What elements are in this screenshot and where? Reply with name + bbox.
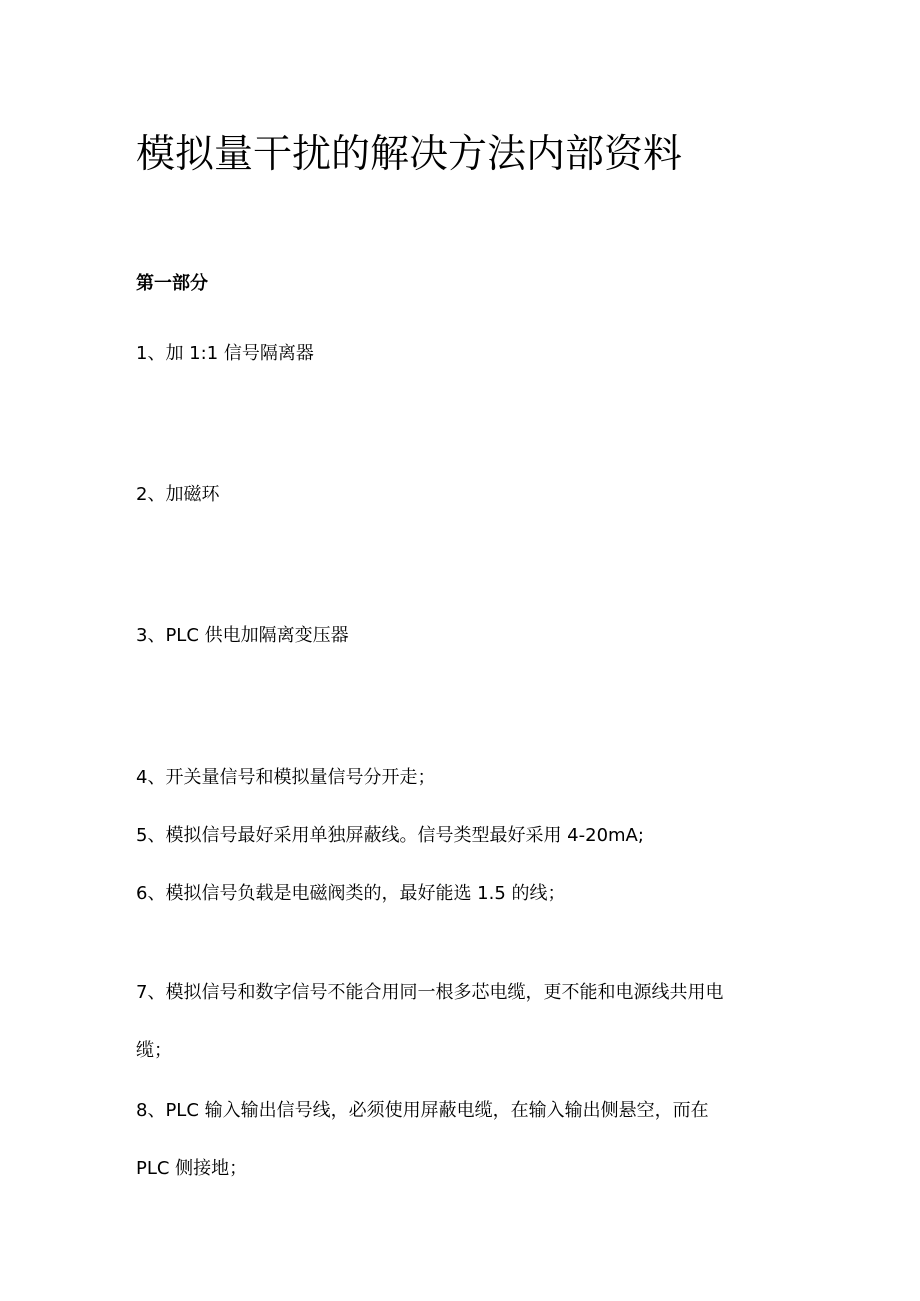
list-item-text: 4、开关量信号和模拟量信号分开走； bbox=[136, 767, 436, 788]
list-item-text-line-2: 缆； bbox=[136, 1040, 172, 1061]
list-item bbox=[136, 964, 786, 1080]
list-item-text: 5、模拟信号最好采用单独屏蔽线。信号类型最好采用 4-20mA; bbox=[136, 825, 644, 846]
document-title: 模拟量干扰的解决方法内部资料 bbox=[136, 132, 683, 177]
list-item-text-line-1: 7、模拟信号和数字信号不能合用同一根多芯电缆，更不能和电源线共用电 bbox=[136, 982, 724, 1003]
list-item-text: 3、PLC 供电加隔离变压器 bbox=[136, 625, 349, 646]
list-item bbox=[136, 326, 786, 382]
list-item-text: 2、加磁环 bbox=[136, 484, 220, 505]
list-item-text-line-2: PLC 侧接地； bbox=[136, 1158, 248, 1179]
section-heading: 第一部分 bbox=[136, 273, 208, 294]
list-item-text: 1、加 1:1 信号隔离器 bbox=[136, 343, 314, 364]
list-item bbox=[136, 750, 786, 806]
list-item bbox=[136, 866, 786, 922]
list-item bbox=[136, 808, 786, 864]
list-item-text: 6、模拟信号负载是电磁阀类的，最好能选 1.5 的线； bbox=[136, 883, 566, 904]
list-item bbox=[136, 608, 786, 664]
list-item bbox=[136, 467, 786, 523]
list-item bbox=[136, 1082, 786, 1198]
list-item-text-line-1: 8、PLC 输入输出信号线，必须使用屏蔽电缆，在输入输出侧悬空，而在 bbox=[136, 1100, 709, 1121]
